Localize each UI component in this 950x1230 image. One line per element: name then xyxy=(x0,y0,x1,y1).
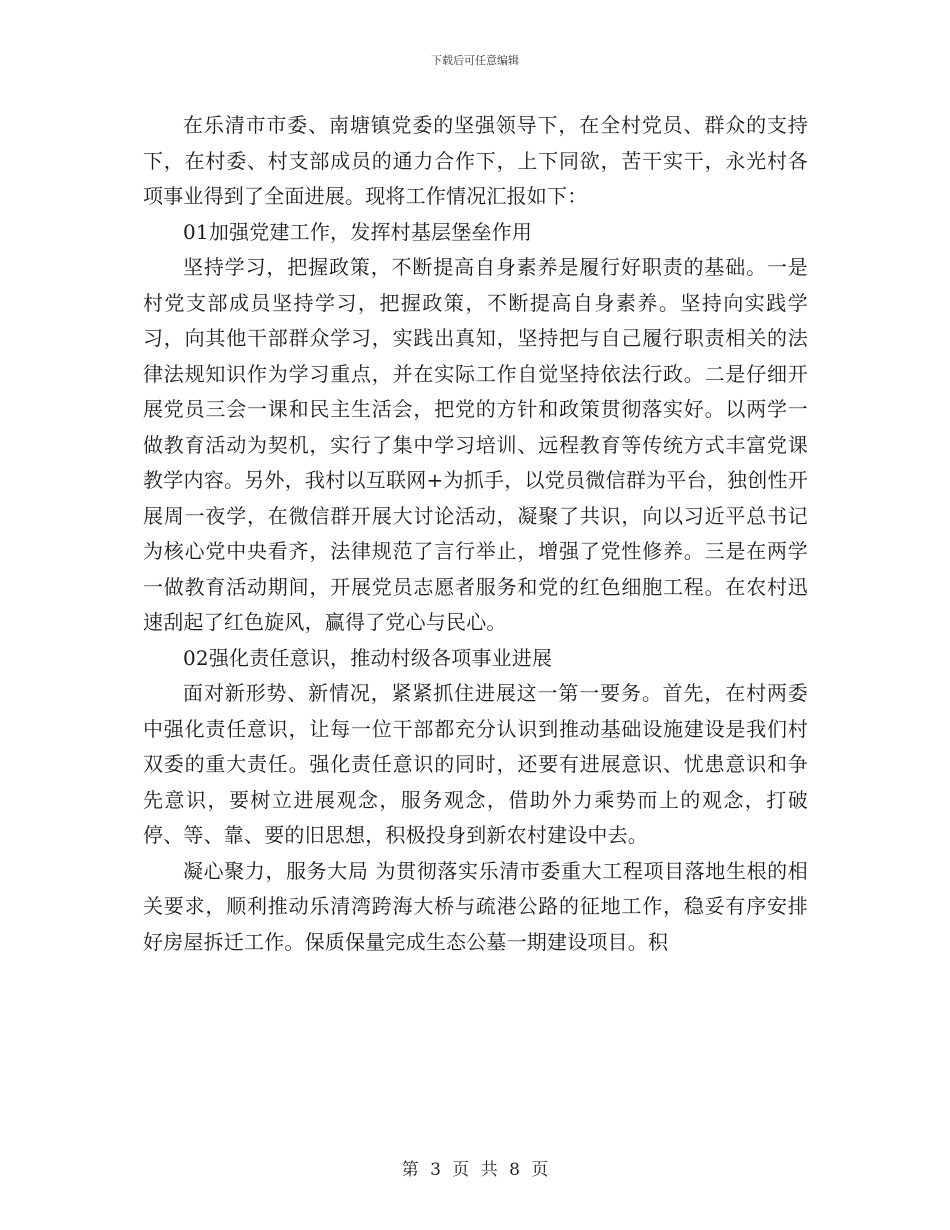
page-header-note: 下载后可任意编辑 xyxy=(431,54,519,67)
intro-paragraph: 在乐清市市委、南塘镇党委的坚强领导下，在全村党员、群众的支持下，在村委、村支部成员的通力合作下，上下同欲，苦干实干，永光村各项事业得到了全面进展。现将工作情况汇报如下： xyxy=(143,113,808,208)
section-01-paragraph: 坚持学习，把握政策，不断提高自身素养是履行好职责的基础。一是村党支部成员坚持学习，把握政策，不断提高自身素养。坚持向实践学习，向其他干部群众学习，实践出真知，坚持把与自己履行职责相关的法律法规知识作为学习重点，并在实际工作自觉坚持依法行政。二是仔细开展党员三会一课和民主生活会，把党的方针和政策贯彻落实好。以两学一做教育活动为契机，实行了集中学习培训、远程教育等传统方式丰富党课教学内容。另外，我村以互联网+为抓手，以党员微信群为平台，独创性开展周一夜学，在微信群开展大讨论活动，凝聚了共识，向以习近平总书记为核心党中央看齐，法律规范了言行举止，增强了党性修养。三是在两学一做教育活动期间，开展党员志愿者服务和党的红色细胞工程。在农村迅速刮起了红色旋风，赢得了党心与民心。 xyxy=(143,255,808,634)
service-paragraph: 凝心聚力，服务大局 为贯彻落实乐清市委重大工程项目落地生根的相关要求，顺利推动乐清湾跨海大桥与疏港公路的征地工作，稳妥有序安排好房屋拆迁工作。保质保量完成生态公墓一期建设项目。积 xyxy=(143,858,808,954)
section-heading-02: 02强化责任意识，推动村级各项事业进展 xyxy=(183,645,553,670)
section-02-paragraph: 面对新形势、新情况，紧紧抓住进展这一第一要务。首先，在村两委中强化责任意识，让每一位干部都充分认识到推动基础设施建设是我们村双委的重大责任。强化责任意识的同时，还要有进展意识、忧患意识和争先意识，要树立进展观念，服务观念，借助外力乘势而上的观念，打破停、等、靠、要的旧思想，积极投身到新农村建设中去。 xyxy=(143,681,808,847)
page-number-footer: 第 3 页 共 8 页 xyxy=(401,1160,549,1180)
document-body xyxy=(143,108,808,960)
section-heading-01: 01加强党建工作，发挥村基层堡垒作用 xyxy=(183,219,533,244)
